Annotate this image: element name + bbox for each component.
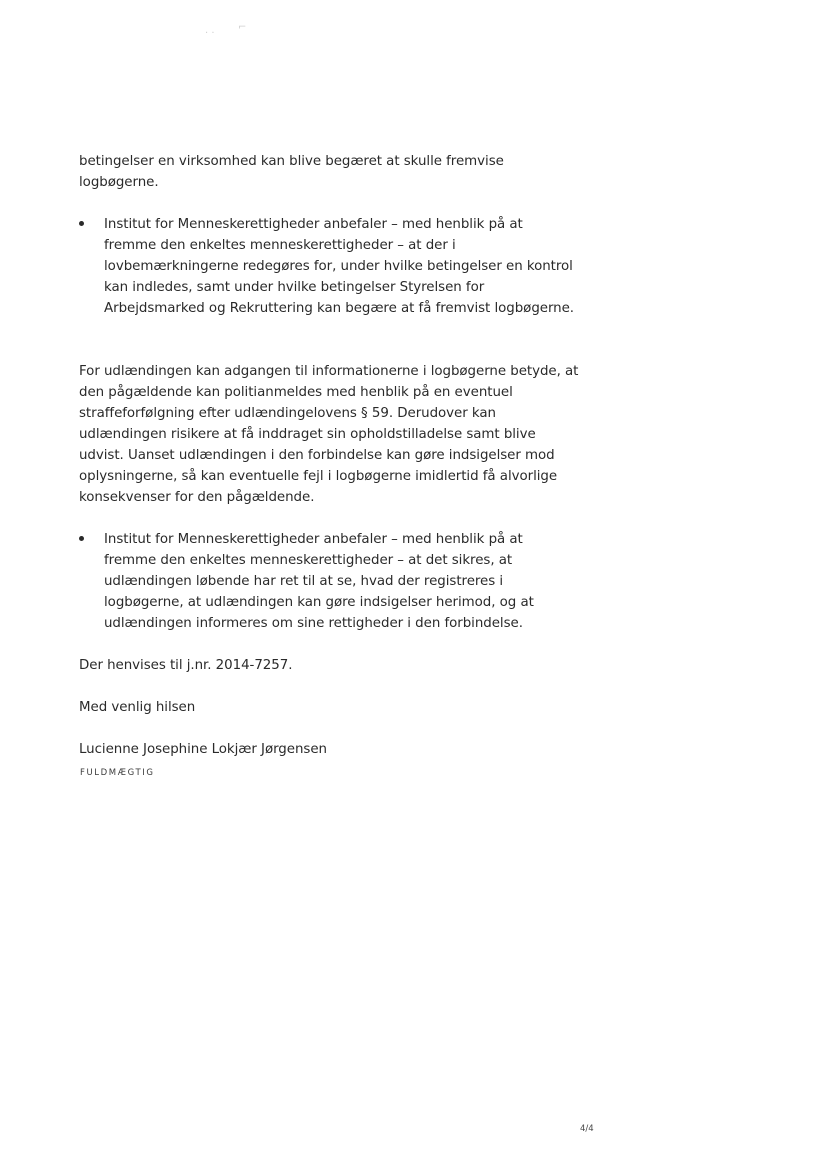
bullet-icon <box>79 536 84 541</box>
recommendation-text-1: Institut for Menneskerettigheder anbefaler – med henblik på at fremme den enkeltes menneskerettigheder – at der i lovbemærkningerne redegøres for, under hvilke betingelser en kontrol kan indledes, samt under hvilke betingelser Styrelsen for Arbejdsmarked og Rekruttering kan begære at få fremvist logbøgerne. <box>104 217 575 316</box>
closing-line: Med venlig hilsen <box>79 700 196 715</box>
signer-name: Lucienne Josephine Lokjær Jørgensen <box>79 742 327 757</box>
consequences-paragraph: For udlændingen kan adgangen til informationerne i logbøgerne betyde, at den pågældende kan politianmeldes med henblik på en eventuel straffeforfølgning efter udlændingelovens § 59. Derudover kan udlændingen risikere at få inddraget sin opholdstilladelse samt blive udvist. Uanset udlændingen i den forbindelse kan gøre indsigelser mod oplysningerne, så kan eventuelle fejl i logbøgerne imidlertid få alvorlige konsekvenser for den pågældende. <box>79 364 579 505</box>
recommendation-text-2: Institut for Menneskerettigheder anbefaler – med henblik på at fremme den enkeltes menneskerettigheder – at det sikres, at udlændingen løbende har ret til at se, hvad der registreres i logbøgerne, at udlændingen kan gøre indsigelser herimod, og at udlændingen informeres om sine rettigheder i den forbindelse. <box>104 532 534 631</box>
intro-paragraph: betingelser en virksomhed kan blive begæret at skulle fremvise logbøgerne. <box>79 154 504 190</box>
signer-title: FULDMÆGTIG <box>80 768 155 778</box>
scan-artifact: · · <box>205 28 215 39</box>
page-number: 4/4 <box>580 1124 594 1134</box>
bullet-icon <box>79 221 84 226</box>
scan-artifact: ⌐ <box>238 22 247 33</box>
reference-line: Der henvises til j.nr. 2014-7257. <box>79 658 293 673</box>
